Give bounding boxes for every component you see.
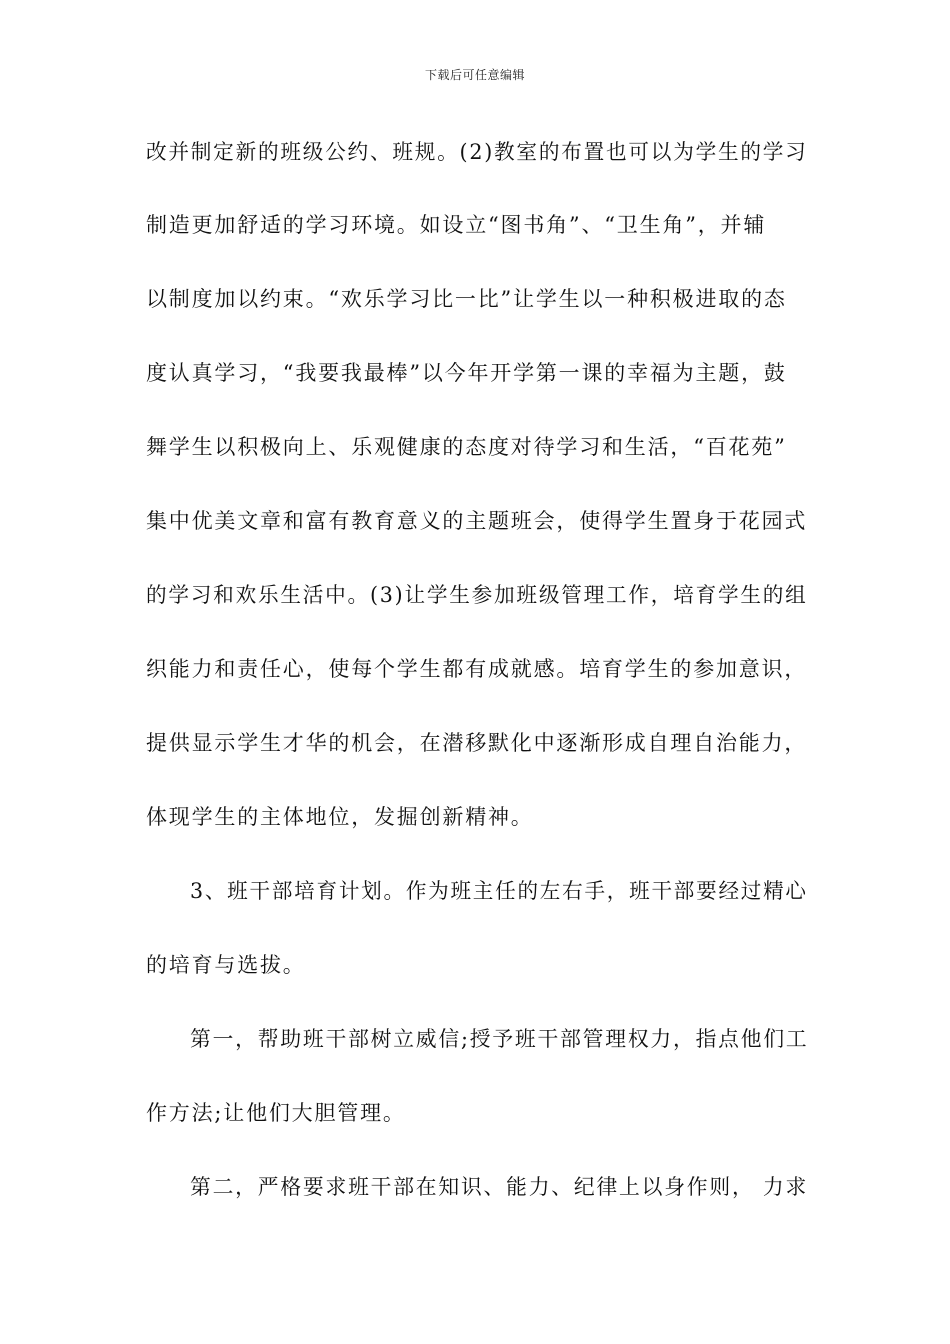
paragraph-line: 提供显示学生才华的机会，在潜移默化中逐渐形成自理自治能力， (146, 731, 808, 755)
paragraph-line: 3、班干部培育计划。作为班主任的左右手，班干部要经过精心 (190, 879, 808, 903)
paragraph-line: 第二，严格要求班干部在知识、能力、纪律上以身作则， 力求 (190, 1175, 809, 1199)
paragraph-line: 体现学生的主体地位，发掘创新精神。 (146, 805, 534, 829)
paragraph-line: 以制度加以约束。“欢乐学习比一比”让学生以一种积极进取的态 (146, 287, 787, 311)
paragraph-line: 舞学生以积极向上、乐观健康的态度对待学习和生活，“百花苑” (146, 435, 787, 459)
paragraph-line: 的培育与选拔。 (146, 953, 306, 977)
paragraph-line: 改并制定新的班级公约、班规。(2)教室的布置也可以为学生的学习 (146, 140, 808, 164)
paragraph-line: 制造更加舒适的学习环境。如设立“图书角”、“卫生角”，并辅 (146, 213, 767, 237)
paragraph-line: 第一，帮助班干部树立威信;授予班干部管理权力，指点他们工 (190, 1027, 809, 1051)
paragraph-line: 的学习和欢乐生活中。(3)让学生参加班级管理工作，培育学生的组 (146, 583, 808, 607)
paragraph-line: 织能力和责任心，使每个学生都有成就感。培育学生的参加意识， (146, 657, 808, 681)
paragraph-line: 作方法;让他们大胆管理。 (146, 1101, 406, 1125)
page-header: 下载后可任意编辑 (424, 68, 525, 82)
paragraph-line: 集中优美文章和富有教育意义的主题班会，使得学生置身于花园式 (146, 509, 808, 533)
paragraph-line: 度认真学习，“我要我最棒”以今年开学第一课的幸福为主题，鼓 (146, 361, 787, 385)
